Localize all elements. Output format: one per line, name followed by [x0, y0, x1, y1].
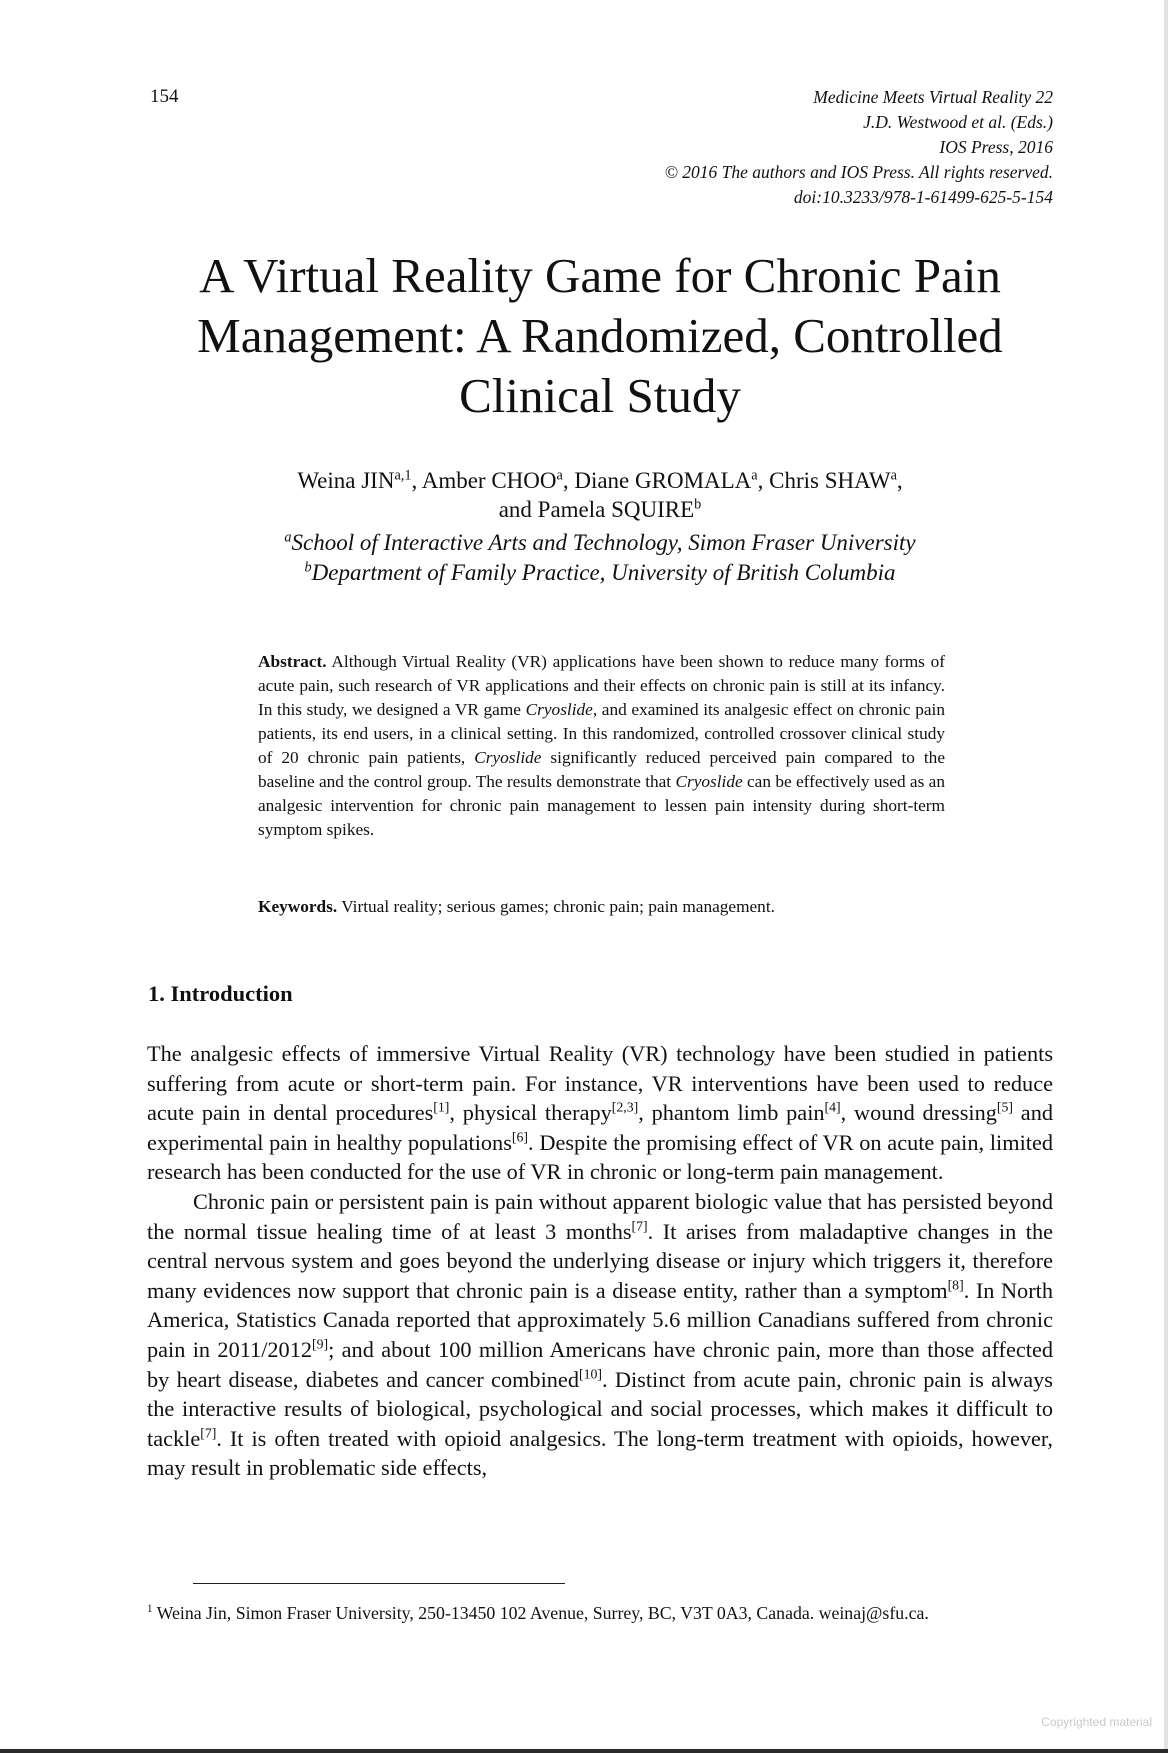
keywords-label: Keywords.: [258, 897, 338, 916]
title-line-3: Clinical Study: [459, 368, 741, 423]
editors: J.D. Westwood et al. (Eds.): [863, 112, 1053, 132]
affiliation-text: Department of Family Practice, University of British Columbia: [311, 560, 896, 585]
citation: [1]: [433, 1099, 450, 1115]
paragraph-text: . It arises from maladaptive changes in the central nervous system and goes beyond the underlying disease or injury which triggers it, therefore many evidences now support that chronic pain is a disease entity, rather than a symptom: [147, 1218, 1053, 1303]
abstract-label: Abstract.: [258, 652, 327, 671]
citation: [9]: [312, 1336, 329, 1352]
citation: [8]: [947, 1277, 964, 1293]
abstract-text: significantly reduced perceived pain compared to the baseline and the control group. The results demonstrate that: [258, 748, 945, 791]
page-number: 154: [150, 86, 179, 107]
citation: [10]: [578, 1366, 602, 1382]
publication-info: [665, 85, 1053, 210]
paragraph-text: Chronic pain or persistent pain is pain without apparent biologic value that has persisted beyond the normal tissue healing time of at least 3 months: [147, 1188, 1053, 1244]
page-bottom-border: [0, 1749, 1168, 1753]
paragraph-text: . In North America, Statistics Canada reported that approximately 5.6 million Canadians suffered from chronic pain in 2011/2012: [147, 1277, 1053, 1362]
publisher: IOS Press, 2016: [939, 137, 1053, 157]
copyright: © 2016 The authors and IOS Press. All rights reserved.: [664, 162, 1053, 182]
section-heading: 1. Introduction: [148, 981, 293, 1006]
paragraph-text: . Despite the promising effect of VR on acute pain, limited research has been conducted for the use of VR in chronic or long-term pain management.: [147, 1129, 1054, 1185]
keywords-text: Virtual reality; serious games; chronic pain; pain management.: [337, 897, 775, 916]
paragraph-text: and experimental pain in healthy populations: [147, 1100, 1053, 1155]
citation: [2,3]: [611, 1099, 639, 1115]
author-affiliation-mark: a: [751, 467, 758, 484]
citation: [6]: [511, 1129, 528, 1145]
abstract-text: Although Virtual Reality (VR) applications have been shown to reduce many forms of acute pain, such research of VR applications and their effects on chronic pain is still at its infancy. In this study, we designed a VR game: [258, 652, 945, 719]
paragraph-text: , physical therapy: [449, 1100, 612, 1126]
game-name: Cryoslide: [474, 748, 542, 767]
abstract-text: , and examined its analgesic effect on chronic pain patients, its end users, in a clinical setting. In this randomized, controlled crossover clinical study of 20 chronic pain patients,: [258, 700, 945, 767]
author-affiliation-mark: b: [694, 496, 702, 513]
author-name: Chris SHAW: [769, 468, 891, 493]
affiliation-mark: a: [284, 529, 292, 546]
paragraph-text: . Distinct from acute pain, chronic pain is always the interactive results of biological, psychological and social processes, which makes it difficult to tackle: [147, 1366, 1053, 1451]
paper-title: [100, 246, 1100, 426]
authors-line-2: [100, 495, 1100, 524]
author-list: [100, 466, 1100, 524]
author-name: Diane GROMALA: [574, 468, 752, 493]
citation: [5]: [996, 1099, 1013, 1115]
author-name: and Pamela SQUIRE: [498, 497, 695, 522]
paragraph: [147, 1187, 1053, 1483]
affiliation-b: [100, 558, 1100, 588]
affiliation-mark: b: [304, 559, 312, 576]
affiliations: [100, 528, 1100, 588]
paragraph-text: The analgesic effects of immersive Virtual Reality (VR) technology have been studied in patients suffering from acute or short-term pain. For instance, VR interventions have been used to reduce acute pain in dental procedures: [147, 1041, 1053, 1126]
title-line-2: Management: A Randomized, Controlled: [197, 308, 1003, 363]
copyright-watermark: Copyrighted material: [1041, 1715, 1152, 1729]
affiliation-a: [100, 528, 1100, 558]
keywords: [258, 895, 945, 919]
book-title: Medicine Meets Virtual Reality 22: [813, 87, 1053, 107]
paragraph-text: . It is often treated with opioid analgesics. The long-term treatment with opioids, however, may result in problematic side effects,: [147, 1425, 1053, 1481]
game-name: Cryoslide: [675, 772, 743, 791]
footnote-divider: [193, 1583, 565, 1584]
author-affiliation-mark: a,1: [394, 467, 412, 484]
author-name: Amber CHOO: [421, 468, 557, 493]
author-name: Weina JIN: [297, 468, 395, 493]
footnote-text: Weina Jin, Simon Fraser University, 250-13450 102 Avenue, Surrey, BC, V3T 0A3, Canada. weinaj@sfu.ca.: [152, 1603, 929, 1623]
doi: doi:10.3233/978-1-61499-625-5-154: [793, 187, 1053, 207]
citation: [7]: [200, 1425, 217, 1441]
paragraph-text: , wound dressing: [840, 1100, 997, 1126]
abstract: [258, 650, 945, 842]
footnote: [147, 1600, 1053, 1626]
paragraph-text: ; and about 100 million Americans have chronic pain, more than those affected by heart disease, diabetes and cancer combined: [147, 1336, 1053, 1392]
affiliation-text: School of Interactive Arts and Technology, Simon Fraser University: [291, 530, 916, 555]
author-affiliation-mark: a: [556, 467, 563, 484]
page-edge-shadow: [1164, 0, 1168, 1753]
citation: [7]: [631, 1218, 648, 1234]
author-affiliation-mark: a: [890, 467, 897, 484]
abstract-text: can be effectively used as an analgesic intervention for chronic pain management to lessen pain intensity during short-term symptom spikes.: [258, 772, 945, 839]
citation: [4]: [824, 1099, 841, 1115]
game-name: Cryoslide: [525, 700, 593, 719]
paragraph-text: , phantom limb pain: [638, 1100, 825, 1126]
paragraph: [147, 1039, 1053, 1187]
footnote-mark: 1: [147, 1603, 153, 1616]
introduction-body: [147, 1039, 1053, 1483]
title-line-1: A Virtual Reality Game for Chronic Pain: [199, 248, 1001, 303]
authors-line-1: Weina JIN$^{a,1}$, Amber CHOO$^a$, Diane GROMALA$^a$, Chris SHAW$^a$,: [297, 467, 903, 493]
